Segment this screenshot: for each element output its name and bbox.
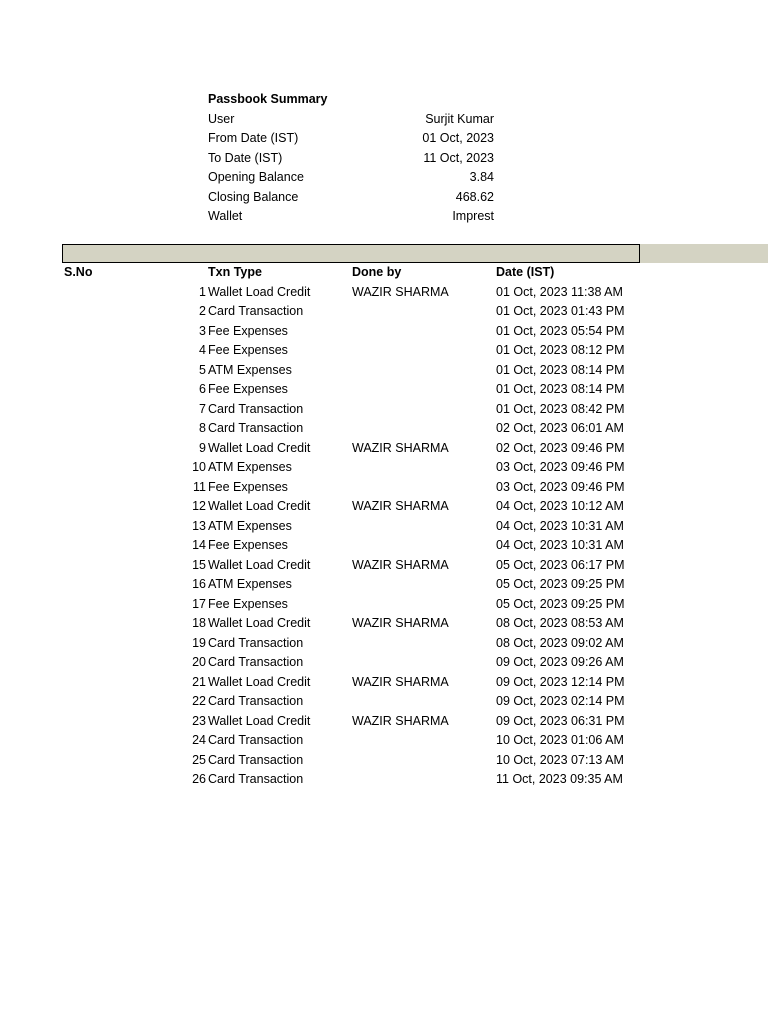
header-band-border: [62, 244, 640, 263]
cell-date: 08 Oct, 2023 09:02 AM: [496, 635, 624, 650]
cell-date: 01 Oct, 2023 08:12 PM: [496, 343, 625, 357]
cell-done-by: WAZIR SHARMA: [352, 674, 449, 689]
table-row: [0, 770, 768, 790]
cell-sno: 8: [199, 421, 206, 435]
cell-date: 08 Oct, 2023 08:53 AM: [496, 616, 624, 630]
cell-txn-type: Wallet Load Credit: [208, 440, 311, 455]
cell-txn-type: Wallet Load Credit: [208, 557, 311, 572]
cell-date: 09 Oct, 2023 06:31 PM: [496, 713, 625, 728]
transactions-table: [0, 263, 768, 790]
cell-txn-type: Card Transaction: [208, 655, 304, 669]
cell-date: 05 Oct, 2023 09:25 PM: [496, 577, 625, 591]
cell-sno: 3: [199, 323, 206, 338]
cell-txn-type: Card Transaction: [208, 772, 304, 786]
table-row: [0, 692, 768, 712]
cell-date: 05 Oct, 2023 09:25 PM: [496, 596, 625, 611]
summary-label: Closing Balance: [208, 189, 299, 204]
cell-date: 10 Oct, 2023 07:13 AM: [496, 752, 624, 767]
table-row: [0, 653, 768, 673]
cell-sno: 18: [192, 616, 206, 630]
summary-title: Passbook Summary: [208, 92, 328, 106]
cell-sno: 1: [199, 284, 206, 299]
summary-label: To Date (IST): [208, 150, 283, 165]
cell-txn-type: Card Transaction: [208, 635, 304, 650]
table-row: [0, 283, 768, 303]
header-date: Date (IST): [496, 265, 555, 279]
cell-txn-type: Wallet Load Credit: [208, 616, 311, 630]
cell-date: 04 Oct, 2023 10:31 AM: [496, 518, 624, 533]
cell-sno: 22: [192, 694, 206, 708]
summary-row-opening-balance: [208, 168, 496, 188]
cell-txn-type: Card Transaction: [208, 733, 304, 747]
cell-sno: 9: [199, 440, 206, 455]
table-row: [0, 731, 768, 751]
cell-date: 01 Oct, 2023 11:38 AM: [496, 284, 623, 299]
table-row: [0, 575, 768, 595]
header-txn-type: Txn Type: [208, 265, 262, 279]
cell-txn-type: Card Transaction: [208, 401, 304, 416]
cell-date: 09 Oct, 2023 02:14 PM: [496, 694, 625, 708]
table-row: [0, 361, 768, 381]
cell-sno: 26: [192, 772, 206, 786]
cell-date: 01 Oct, 2023 08:14 PM: [496, 362, 625, 377]
table-row: [0, 458, 768, 478]
summary-row-to-date: [208, 149, 496, 169]
cell-sno: 14: [192, 538, 206, 552]
table-row: [0, 341, 768, 361]
cell-txn-type: Card Transaction: [208, 752, 304, 767]
table-row: [0, 614, 768, 634]
cell-sno: 15: [192, 557, 206, 572]
cell-sno: 2: [199, 304, 206, 318]
cell-date: 09 Oct, 2023 09:26 AM: [496, 655, 624, 669]
summary-label: From Date (IST): [208, 131, 299, 145]
table-row: [0, 497, 768, 517]
cell-txn-type: ATM Expenses: [208, 362, 292, 377]
cell-txn-type: Wallet Load Credit: [208, 713, 311, 728]
cell-sno: 25: [192, 752, 206, 767]
table-row: [0, 478, 768, 498]
table-row: [0, 536, 768, 556]
summary-value: 468.62: [455, 189, 494, 204]
cell-done-by: WAZIR SHARMA: [352, 440, 449, 455]
cell-date: 03 Oct, 2023 09:46 PM: [496, 479, 625, 494]
cell-sno: 21: [192, 674, 206, 689]
cell-txn-type: Fee Expenses: [208, 479, 288, 494]
table-row: [0, 751, 768, 771]
cell-sno: 24: [192, 733, 206, 747]
table-row: [0, 400, 768, 420]
summary-row-wallet: [208, 207, 496, 227]
cell-done-by: WAZIR SHARMA: [352, 499, 449, 513]
table-row: [0, 595, 768, 615]
cell-txn-type: Fee Expenses: [208, 538, 288, 552]
cell-sno: 7: [199, 401, 206, 416]
summary-value: Imprest: [452, 209, 494, 223]
cell-txn-type: Card Transaction: [208, 304, 304, 318]
cell-txn-type: Fee Expenses: [208, 382, 288, 396]
cell-txn-type: Fee Expenses: [208, 343, 288, 357]
summary-label: User: [208, 111, 235, 126]
cell-done-by: WAZIR SHARMA: [352, 616, 449, 630]
cell-done-by: WAZIR SHARMA: [352, 284, 449, 299]
cell-sno: 23: [192, 713, 206, 728]
cell-date: 10 Oct, 2023 01:06 AM: [496, 733, 624, 747]
cell-date: 02 Oct, 2023 09:46 PM: [496, 440, 625, 455]
cell-txn-type: Wallet Load Credit: [208, 499, 311, 513]
summary-row-user: [208, 110, 496, 130]
cell-date: 02 Oct, 2023 06:01 AM: [496, 421, 624, 435]
cell-date: 11 Oct, 2023 09:35 AM: [496, 772, 623, 786]
header-done-by: Done by: [352, 265, 402, 279]
cell-txn-type: Card Transaction: [208, 694, 304, 708]
cell-txn-type: Wallet Load Credit: [208, 674, 311, 689]
cell-date: 04 Oct, 2023 10:31 AM: [496, 538, 624, 552]
cell-date: 01 Oct, 2023 08:42 PM: [496, 401, 625, 416]
summary-label: Opening Balance: [208, 170, 304, 184]
cell-date: 05 Oct, 2023 06:17 PM: [496, 557, 625, 572]
cell-done-by: WAZIR SHARMA: [352, 713, 449, 728]
table-row: [0, 712, 768, 732]
cell-date: 01 Oct, 2023 01:43 PM: [496, 304, 625, 318]
cell-txn-type: ATM Expenses: [208, 518, 292, 533]
summary-row-closing-balance: [208, 188, 496, 208]
passbook-summary: [208, 90, 496, 227]
cell-date: 04 Oct, 2023 10:12 AM: [496, 499, 624, 513]
summary-value: 3.84: [469, 170, 494, 184]
table-row: [0, 634, 768, 654]
cell-sno: 11: [193, 479, 206, 494]
cell-sno: 6: [199, 382, 206, 396]
cell-sno: 4: [199, 343, 206, 357]
cell-txn-type: Wallet Load Credit: [208, 284, 311, 299]
header-sno: S.No: [64, 265, 93, 279]
table-header: [0, 263, 768, 283]
table-row: [0, 556, 768, 576]
table-row: [0, 439, 768, 459]
cell-txn-type: Fee Expenses: [208, 596, 288, 611]
cell-date: 03 Oct, 2023 09:46 PM: [496, 460, 625, 474]
cell-txn-type: ATM Expenses: [208, 460, 292, 474]
cell-done-by: WAZIR SHARMA: [352, 557, 449, 572]
cell-txn-type: ATM Expenses: [208, 577, 292, 591]
cell-sno: 19: [192, 635, 206, 650]
table-row: [0, 419, 768, 439]
cell-sno: 10: [192, 460, 206, 474]
cell-txn-type: Fee Expenses: [208, 323, 288, 338]
summary-value: Surjit Kumar: [425, 111, 494, 126]
cell-sno: 13: [192, 518, 206, 533]
cell-date: 09 Oct, 2023 12:14 PM: [496, 674, 625, 689]
cell-sno: 20: [192, 655, 206, 669]
table-row: [0, 302, 768, 322]
table-row: [0, 517, 768, 537]
summary-label: Wallet: [208, 209, 243, 223]
table-body: [0, 283, 768, 790]
cell-sno: 16: [192, 577, 206, 591]
cell-date: 01 Oct, 2023 08:14 PM: [496, 382, 625, 396]
cell-sno: 5: [199, 362, 206, 377]
summary-value: 11 Oct, 2023: [423, 150, 494, 165]
cell-date: 01 Oct, 2023 05:54 PM: [496, 323, 625, 338]
table-row: [0, 380, 768, 400]
summary-value: 01 Oct, 2023: [422, 131, 494, 145]
cell-sno: 12: [192, 499, 206, 513]
table-row: [0, 322, 768, 342]
table-row: [0, 673, 768, 693]
cell-sno: 17: [192, 596, 206, 611]
summary-row-from-date: [208, 129, 496, 149]
cell-txn-type: Card Transaction: [208, 421, 304, 435]
